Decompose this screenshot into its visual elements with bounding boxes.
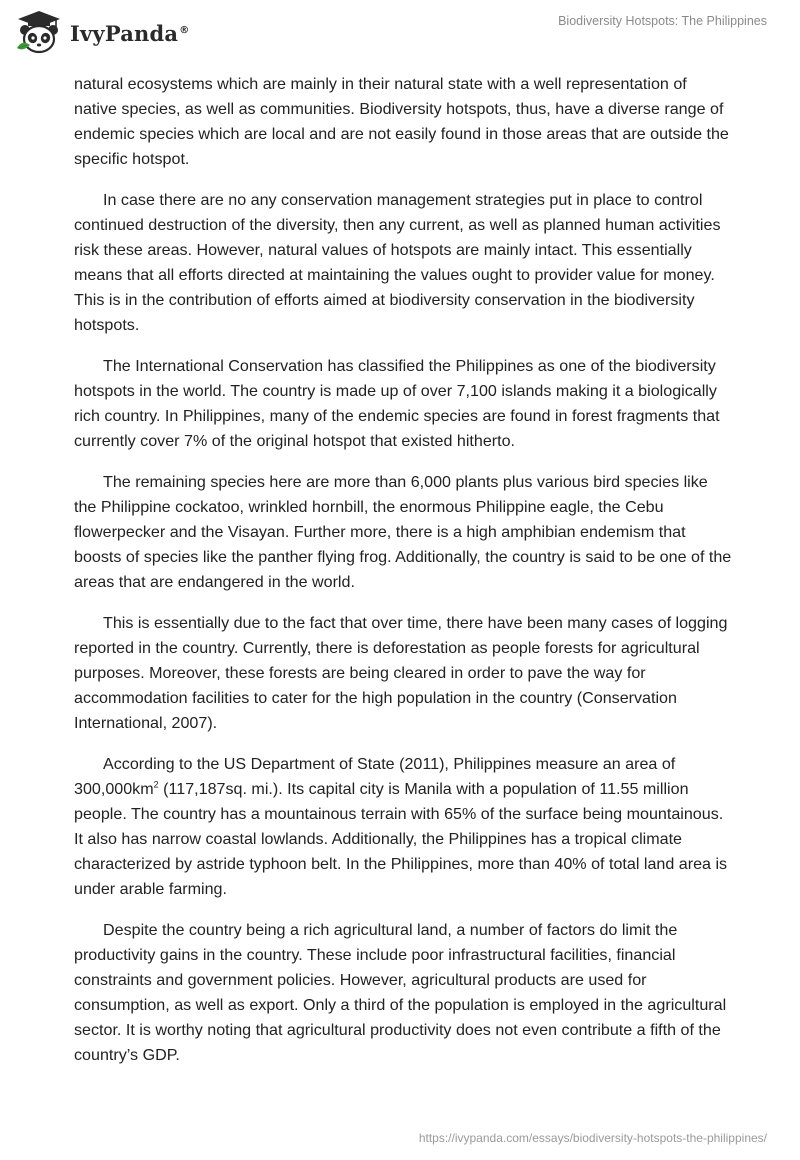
registered-mark: ® [179, 24, 190, 36]
paragraph-7: Despite the country being a rich agricultural land, a number of factors do limit the productivity gains in the country. These include poor infrastructural facilities, financial constraints and government policies. However, agricultural products are used for consumption, as well as export. Only a third of the population is employed in the agricultural sector. It is worthy noting that agricultural productivity does not even contribute a fifth of the country’s GDP. [74, 921, 727, 1064]
paragraph-6-start: According to the US Department of State (2011), Philippines measure an area of 300,000km [74, 755, 676, 798]
page-header [0, 0, 800, 70]
document-title: Biodiversity Hotspots: The Philippines [558, 14, 767, 28]
paragraph-1: natural ecosystems which are mainly in their natural state with a well representation of native species, as well as communities. Biodiversity hotspots, thus, have a diverse range of endemic species which are local and are not easily found in those areas that are outside the specific hotspot. [74, 75, 729, 168]
superscript-two: 2 [153, 779, 159, 790]
paragraph-2: In case there are no any conservation management strategies put in place to control continued destruction of the diversity, then any current, as well as planned human activities risk these areas. However, natural values of hotspots are mainly intact. This essentially means that all efforts directed at maintaining the values ought to provider value for money. This is in the contribution of efforts aimed at biodiversity conservation in the biodiversity hotspots. [74, 191, 721, 334]
ivypanda-logo[interactable] [14, 8, 189, 58]
panda-graduate-icon [14, 8, 64, 58]
paragraph-6 [74, 752, 734, 902]
paragraph-3: The International Conservation has classified the Philippines as one of the biodiversity hotspots in the world. The country is made up of over 7,100 islands making it a biologically rich country. In Philippines, many of the endemic species are found in forest fragments that currently cover 7% of the original hotspot that existed hitherto. [74, 357, 720, 450]
paragraph-4: The remaining species here are more than 6,000 plants plus various bird species like the Philippine cockatoo, wrinkled hornbill, the enormous Philippine eagle, the Cebu flowerpecker and the Visayan. Further more, there is a high amphibian endemism that boosts of species like the panther flying frog. Additionally, the country is said to be one of the areas that are endangered in the world. [74, 473, 732, 591]
logo-wordmark: IvyPanda® [70, 20, 190, 46]
source-url-link[interactable]: https://ivypanda.com/essays/biodiversity-hotspots-the-philippines/ [418, 1131, 767, 1145]
essay-body [74, 70, 734, 1084]
paragraph-5: This is essentially due to the fact that over time, there have been many cases of logging reported in the country. Currently, there is deforestation as people forests for agricultural purposes. Moreover, these forests are being cleared in order to pave the way for accommodation facilities to cater for the high population in the country (Conservation International, 2007). [74, 614, 728, 732]
paragraph-6-end: (117,187sq. mi.). Its capital city is Manila with a population of 11.55 million people. The country has a mountainous terrain with 65% of the surface being mountainous. It also has narrow coastal lowlands. Additionally, the Philippines has a tropical climate characterized by astride typhoon belt. In the Philippines, more than 40% of total land area is under arable farming. [74, 780, 728, 898]
